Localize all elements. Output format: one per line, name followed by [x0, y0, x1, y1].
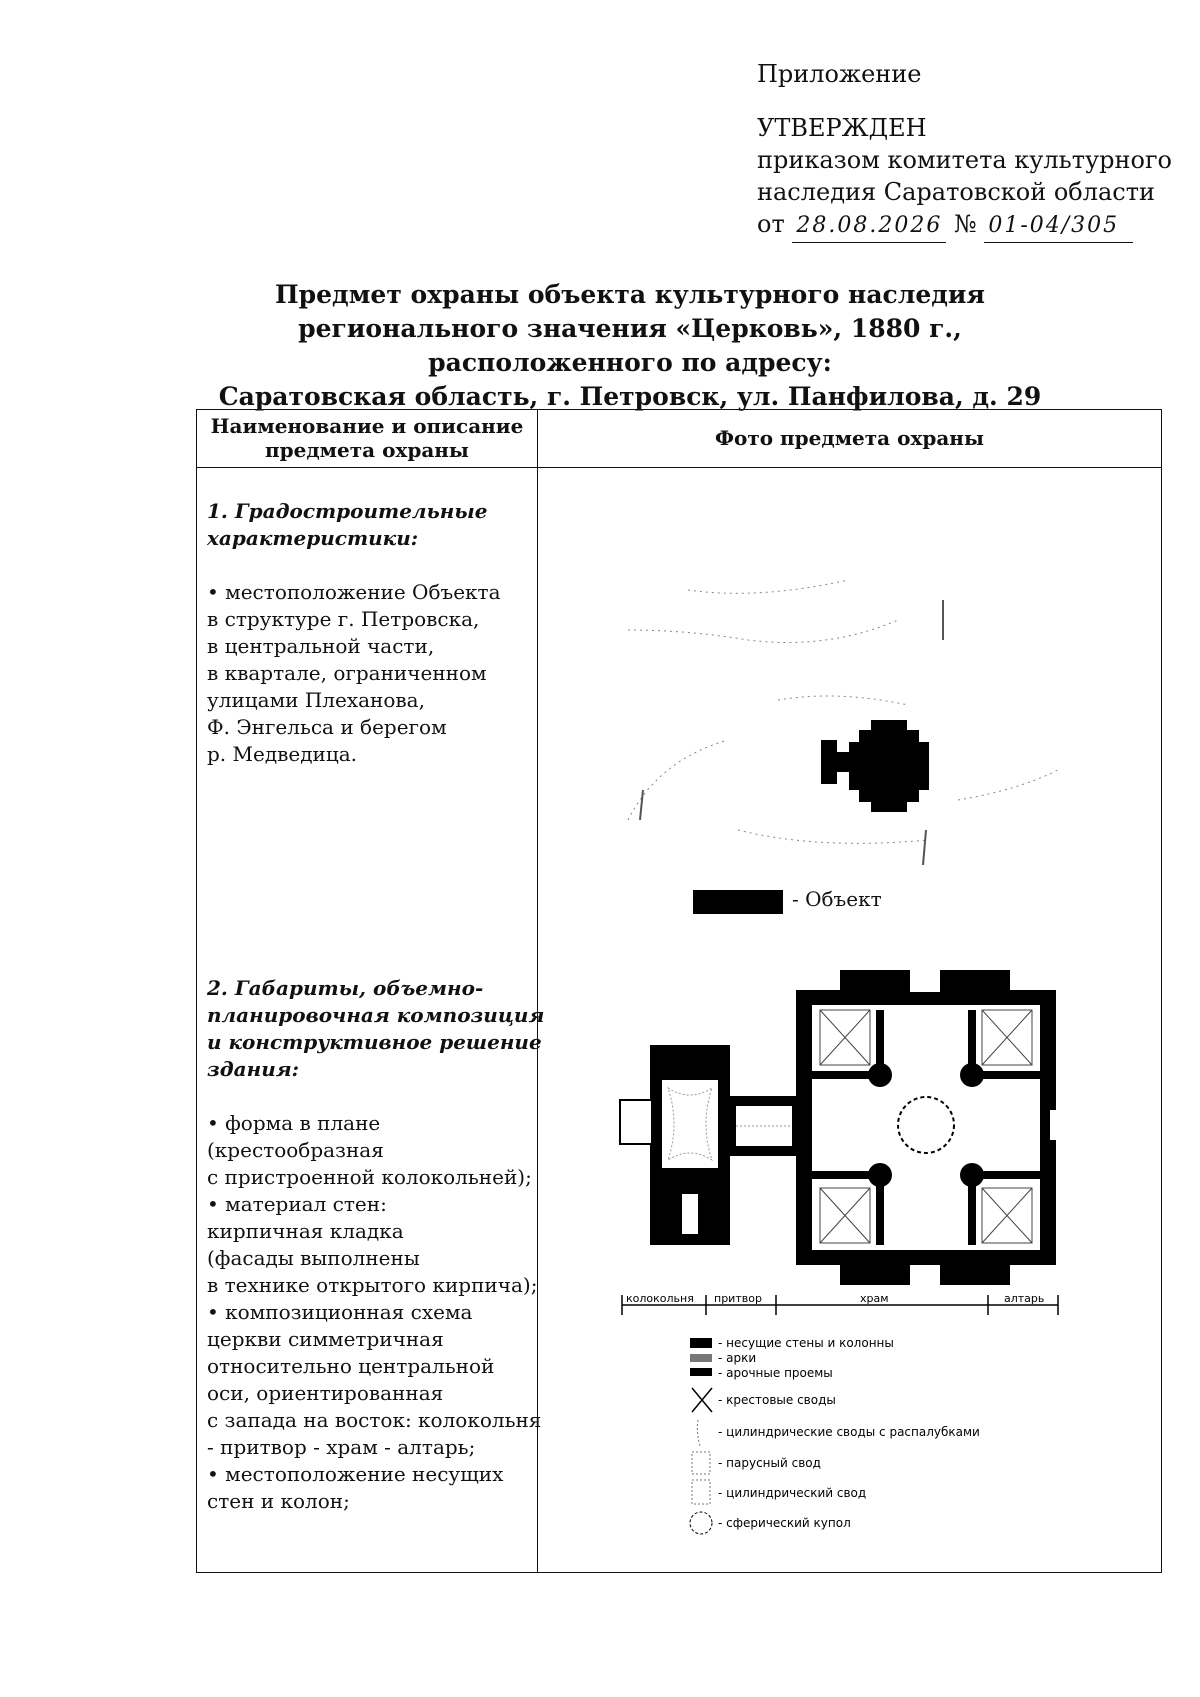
- section-1: [207, 498, 501, 768]
- legend-spherical-dome: - сферический купол: [718, 1516, 851, 1530]
- header-divider: [197, 467, 1161, 468]
- approval-block: [757, 58, 1172, 243]
- order-line-1: приказом комитета культурного: [757, 146, 1172, 174]
- document-title: [190, 278, 1070, 414]
- object-footprint: [821, 720, 929, 812]
- order-date-number: [757, 208, 1172, 243]
- section-2: [207, 975, 544, 1515]
- bell-tower: [620, 1045, 730, 1245]
- axis-label-narthex: притвор: [714, 1292, 762, 1305]
- from-label: от: [757, 210, 785, 238]
- protection-table: [196, 409, 1162, 1573]
- map-legend-swatch: [693, 890, 783, 914]
- order-line-2: наследия Саратовской области: [757, 178, 1156, 206]
- approved-label: УТВЕРЖДЕН: [757, 114, 927, 142]
- main-temple: [796, 970, 1060, 1287]
- title-line-2: регионального значения «Церковь», 1880 г., расположенного по адресу:: [298, 314, 962, 377]
- axis-label-altar: алтарь: [1004, 1292, 1045, 1305]
- col2-header: Фото предмета охраны: [715, 426, 984, 450]
- order-number: 01-04/305: [984, 210, 1133, 243]
- col1-header: Наименование и описание предмета охраны: [210, 414, 524, 462]
- legend-load-bearing: - несущие стены и колонны: [718, 1336, 894, 1350]
- title-line-3: Саратовская область, г. Петровск, ул. Панфилова, д. 29: [218, 382, 1042, 411]
- legend-cross-vaults: - крестовые своды: [718, 1393, 836, 1407]
- section-1-text: • местоположение Объекта в структуре г. Петровска, в центральной части, в квартале, ограниченном улицами Плеханова, Ф. Энгельса и берегом р. Медведица.: [207, 580, 501, 766]
- legend-cylinder-vaults-lunettes: - цилиндрические своды с распалубками: [718, 1425, 980, 1439]
- narthex: [728, 1096, 798, 1156]
- legend-sail-vault: - парусный свод: [718, 1456, 821, 1470]
- section-2-heading: 2. Габариты, объемно- планировочная композиция и конструктивное решение здания:: [207, 976, 545, 1081]
- axis-label-temple: храм: [860, 1292, 889, 1305]
- legend-arches: - арки: [718, 1351, 757, 1365]
- appendix-label: Приложение: [757, 60, 922, 88]
- title-line-1: Предмет охраны объекта культурного наследия: [275, 280, 985, 309]
- section-1-heading: 1. Градостроительные характеристики:: [207, 499, 488, 550]
- legend-cylinder-vault: - цилиндрический свод: [718, 1486, 867, 1500]
- section-2-text: • форма в плане (крестообразная с пристроенной колокольней); • материал стен: кирпичная кладка (фасады выполнены в технике открытого кирпича); • композиционная схема церкви симметричная относительно центральной оси, ориентированная с запада на восток: колокольня - притвор - храм - алтарь; • местоположение несущих стен и колон;: [207, 1111, 542, 1513]
- axis-label-bell-tower: колокольня: [626, 1292, 694, 1305]
- order-date: 28.08.2026: [792, 210, 946, 243]
- number-label: №: [953, 210, 977, 238]
- floor-plan: [610, 970, 1070, 1560]
- site-map: [538, 500, 1162, 910]
- legend-arched-openings: - арочные проемы: [718, 1366, 833, 1380]
- plan-legend-symbols: [690, 1338, 712, 1534]
- map-legend-label: - Объект: [792, 887, 882, 911]
